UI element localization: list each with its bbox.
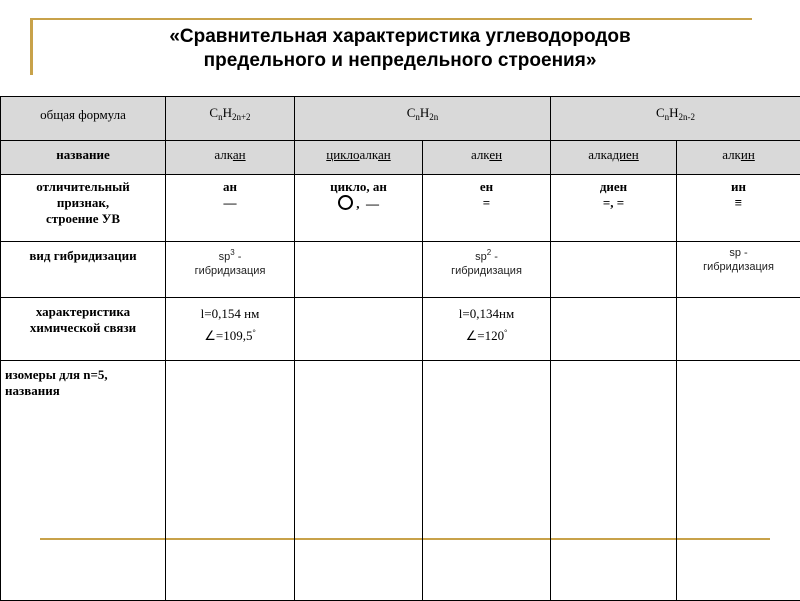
bond-alkyne [677,298,800,361]
name-alkadiene-pre: алка [588,147,612,162]
name-alkene-pre: алк [471,147,489,162]
hybrid-alkane-dash: - [235,251,242,263]
hybrid-alkene-exp: 2 [487,248,491,257]
formula-alkene [295,97,551,141]
bond-alkane-angle-line [170,323,290,345]
formula-alkene-c: C [407,105,416,120]
bond-alkane-degree: ° [253,328,256,337]
feature-label-line-2: признак, [5,195,161,211]
formula-alkyne-n: n [665,112,670,122]
name-row [1,141,800,175]
isomer-alkene [423,361,551,601]
formula-alkene-n: n [415,112,420,122]
name-alkane-pre: алк [214,147,233,162]
formula-alkene-index: 2n [429,112,438,122]
formula-alkene-h: H [420,105,429,120]
bond-label-line-2: химической связи [5,320,161,336]
bond-alkane-angle: ∠=109,5 [204,328,252,343]
name-alkane [166,141,295,175]
formula-alkane-h: H [223,105,232,120]
formula-row [1,97,800,141]
feature-label [1,175,166,242]
formula-alkane-index: 2n+2 [232,112,251,122]
name-alkene [423,141,551,175]
name-alkane-suffix: ан [233,147,246,162]
name-alkyne [677,141,800,175]
feature-alkene-suffix: ен [427,179,546,195]
hybrid-alkane-sp: sp [219,251,231,263]
isomer-label-line-1: изомеры для n=5, [5,367,161,383]
formula-label-text: общая формула [40,107,126,122]
isomer-label-line-2: названия [5,383,161,399]
hybrid-alkane-line-2: гибридизация [170,264,290,278]
isomer-row [1,361,800,601]
name-alkene-suffix: ен [489,147,502,162]
formula-alkane-c: C [209,105,218,120]
page-title [40,25,760,73]
hybrid-alkene-dash: - [491,251,498,263]
feature-cyclo-suffix: цикло, ан [299,179,418,195]
feature-alkane-suffix: ан [170,179,290,195]
name-cycloalkane [295,141,423,175]
hybrid-alkane-line-1 [170,246,290,264]
formula-label [1,97,166,141]
feature-alkene [423,175,551,242]
name-alkadiene-suffix: диен [612,147,638,162]
hybrid-alkene-line-1 [427,246,546,264]
name-alkadiene [551,141,677,175]
feature-alkyne-suffix: ин [681,179,796,195]
name-cyclo-mid: алк [359,147,378,162]
hybrid-alkyne [677,242,800,298]
hybrid-label: вид гибридизации [1,242,166,298]
bond-alkene-degree: ° [504,328,507,337]
bond-alkene-angle: ∠=120 [466,328,505,343]
bond-alkane-length: l=0,154 нм [170,304,290,323]
feature-alkadiene [551,175,677,242]
formula-alkane [166,97,295,141]
hybrid-alkadiene [551,242,677,298]
feature-alkyne [677,175,800,242]
feature-alkene-bond: = [427,195,546,211]
formula-alkyne [551,97,800,141]
formula-alkyne-c: C [656,105,665,120]
feature-alkane-bond: — [170,195,290,211]
hybrid-alkene [423,242,551,298]
formula-alkane-n: n [218,112,223,122]
hybrid-row [1,242,800,298]
bond-alkadiene [551,298,677,361]
hybrid-alkane [166,242,295,298]
title-accent-top-line [30,18,752,20]
feature-label-line-3: строение УВ [5,211,161,227]
bond-alkene-angle-line [427,323,546,345]
ring-icon [338,195,353,210]
feature-alkadiene-suffix: диен [555,179,672,195]
name-cyclo-prefix: цикло [326,147,359,162]
feature-cycloalkane [295,175,423,242]
name-alkyne-suffix: ин [741,147,755,162]
isomer-cycloalkane [295,361,423,601]
isomer-alkyne [677,361,800,601]
hybrid-alkene-sp: sp [475,251,487,263]
formula-alkyne-index: 2n-2 [679,112,696,122]
title-line-2: предельного и непредельного строения» [40,49,760,73]
title-accent-vertical-line [30,18,33,75]
isomer-alkadiene [551,361,677,601]
comparison-table [0,96,800,601]
feature-alkane [166,175,295,242]
hybrid-alkyne-line-2: гибридизация [681,260,796,274]
bond-label [1,298,166,361]
hybrid-alkene-line-2: гибридизация [427,264,546,278]
formula-alkyne-h: H [669,105,678,120]
feature-label-line-1: отличительный [5,179,161,195]
feature-row [1,175,800,242]
feature-alkyne-bond: ≡ [681,195,796,211]
hybrid-alkane-exp: 3 [230,248,234,257]
hybrid-alkyne-line-1: sp - [681,246,796,260]
bond-row [1,298,800,361]
feature-cyclo-structure [299,195,418,212]
isomer-label [1,361,166,601]
name-cyclo-suffix: ан [378,147,391,162]
bond-alkene [423,298,551,361]
bond-cycloalkane [295,298,423,361]
title-line-1: «Сравнительная характеристика углеводородов [40,25,760,49]
hybrid-cycloalkane [295,242,423,298]
bond-label-line-1: характеристика [5,304,161,320]
isomer-alkane [166,361,295,601]
feature-cyclo-bond: , — [353,196,379,211]
name-label: название [1,141,166,175]
name-alkyne-pre: алк [722,147,741,162]
bond-alkene-length: l=0,134нм [427,304,546,323]
feature-alkadiene-bond: =, = [555,195,672,211]
bond-alkane [166,298,295,361]
